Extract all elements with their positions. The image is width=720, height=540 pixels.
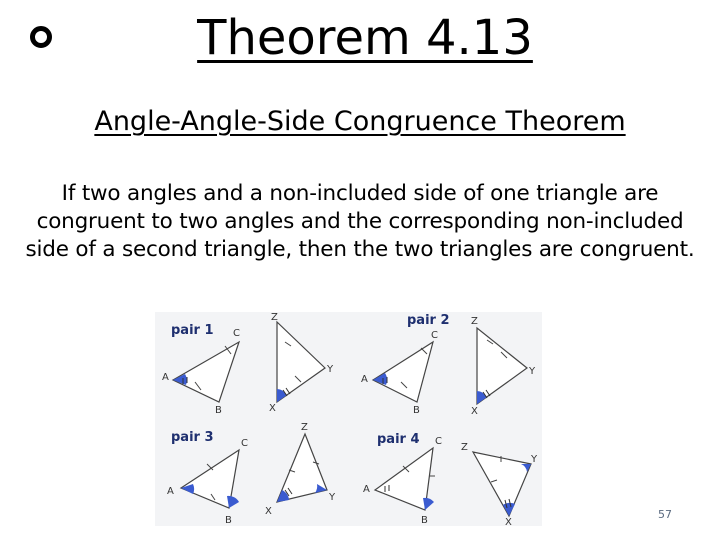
pair-3-triangle-xyz: [265, 422, 336, 517]
pair-1-triangle-xyz: [269, 312, 334, 414]
pair-1-label: pair 1: [171, 323, 214, 338]
pair-4-vertex-b: B: [421, 515, 428, 526]
pair-3-vertex-b: B: [225, 515, 232, 526]
pair-2-vertex-a: A: [361, 374, 368, 385]
pair-2-vertex-z: Z: [471, 316, 478, 327]
pair-2-vertex-x: X: [471, 406, 478, 417]
triangle-pairs-figure: [155, 312, 542, 526]
pair-2-vertex-y: Y: [529, 366, 536, 377]
pair-1-vertex-z: Z: [271, 312, 278, 323]
pair-3-triangle-abc: [167, 438, 248, 526]
slide-subtitle: Angle-Angle-Side Congruence Theorem: [94, 106, 626, 137]
pair-3-vertex-z: Z: [301, 422, 308, 433]
pair-4-vertex-x: X: [505, 517, 512, 526]
pair-4-vertex-a: A: [363, 484, 370, 495]
pair-3-vertex-x: X: [265, 506, 272, 517]
pair-4-triangle-xyz: [461, 442, 538, 526]
pair-4-triangle-abc: [363, 436, 442, 526]
pair-3-vertex-c: C: [241, 438, 248, 449]
pair-2-triangle-xyz: [471, 316, 536, 417]
pair-1-vertex-y: Y: [327, 364, 334, 375]
pair-1-vertex-a: A: [162, 372, 169, 383]
theorem-statement: If two angles and a non-included side of one triangle are congruent to two angles and the corresponding non-included side of a second triangle, then the two triangles are congruent.: [25, 181, 695, 262]
pair-2-label: pair 2: [407, 313, 450, 328]
pair-1-vertex-c: C: [233, 328, 240, 339]
pair-4-vertex-y: Y: [531, 454, 538, 465]
pair-2-vertex-c: C: [431, 330, 438, 341]
pair-1-vertex-b: B: [215, 405, 222, 416]
page-number: 57: [658, 508, 672, 521]
pair-1-vertex-x: X: [269, 403, 276, 414]
pair-2-triangle-abc: [361, 330, 438, 416]
pair-4-label: pair 4: [377, 432, 420, 447]
pair-4-vertex-c: C: [435, 436, 442, 447]
slide-title: Theorem 4.13: [197, 10, 533, 66]
pair-2-vertex-b: B: [413, 405, 420, 416]
pair-3-label: pair 3: [171, 430, 214, 445]
pair-3-vertex-a: A: [167, 486, 174, 497]
pair-4-vertex-z: Z: [461, 442, 468, 453]
pair-3-vertex-y: Y: [329, 492, 336, 503]
pair-1-triangle-abc: [162, 328, 240, 416]
